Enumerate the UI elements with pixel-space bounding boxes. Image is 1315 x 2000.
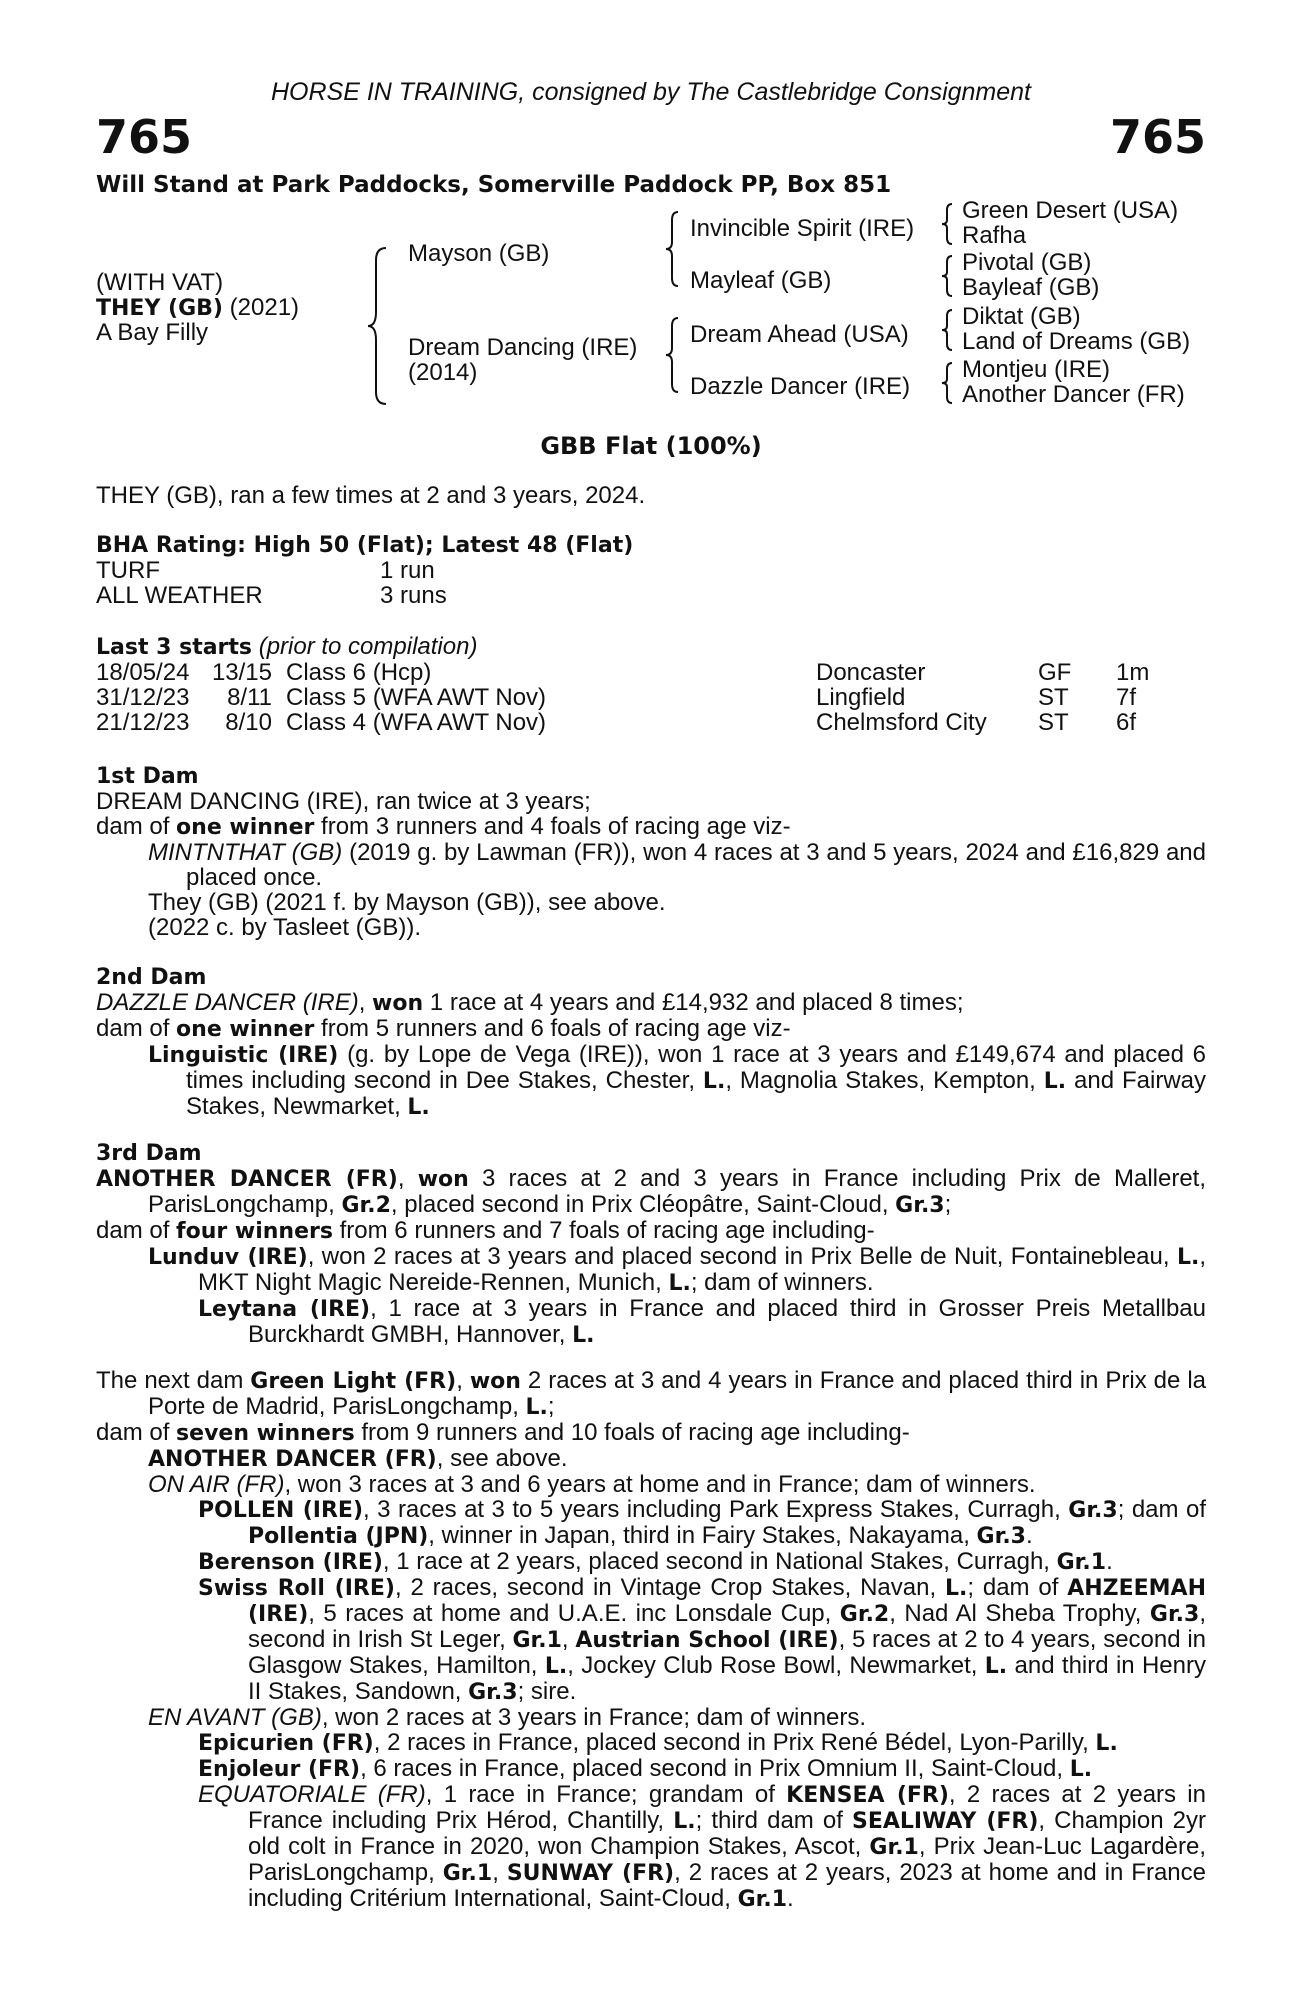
- lot-number-right: 765: [1109, 110, 1206, 164]
- third-dam-title: 3rd Dam: [96, 1141, 202, 1166]
- aw-value: 3 runs: [380, 582, 447, 609]
- en-avant-entry: EN AVANT (GB), won 2 races at 3 years in France; dam of winners.: [148, 1704, 867, 1731]
- third-dam-line2: dam of four winners from 6 runners and 7 foals of racing age including-: [96, 1217, 875, 1244]
- start-row: [96, 660, 1206, 685]
- start-race: Class 4 (WFA AWT Nov): [286, 709, 547, 736]
- leytana-entry: Leytana (IRE), 1 race at 3 years in France and placed third in Grosser Preis Metallbau Burckhardt GMBH, Hannover, L.: [198, 1295, 1207, 1348]
- dam-sire: Dream Ahead (USA): [690, 321, 909, 348]
- second-dam-title: 2nd Dam: [96, 965, 207, 990]
- dam-dam: Dazzle Dancer (IRE): [690, 373, 911, 400]
- starts-table: [96, 660, 1206, 735]
- sire-sire: Invincible Spirit (IRE): [690, 215, 915, 242]
- start-row: [96, 685, 1206, 710]
- dd-brace-icon: [940, 361, 954, 405]
- dds: Montjeu (IRE): [962, 356, 1111, 383]
- ds-brace-icon: [940, 308, 954, 352]
- third-dam-section: [96, 1141, 1206, 1348]
- lot-number-left: 765: [96, 110, 193, 164]
- start-date: 31/12/23: [96, 684, 190, 711]
- start-position: 8/10: [225, 709, 272, 736]
- start-going: ST: [1038, 684, 1069, 711]
- ss-brace-icon: [940, 202, 954, 246]
- consignment-header: HORSE IN TRAINING, consigned by The Castlebridge Consignment: [270, 78, 1032, 106]
- first-dam-title: 1st Dam: [96, 764, 199, 789]
- first-dam-line2: dam of one winner from 3 runners and 4 foals of racing age viz-: [96, 813, 791, 840]
- linguistic-entry: Linguistic (IRE) (g. by Lope de Vega (IRE)), won 1 race at 3 years and £149,674 and placed 6 times including second in Dee Stakes, Chester, L., Magnolia Stakes, Kempton, L. and Fairway Stakes, Newmarket, L.: [148, 1041, 1207, 1120]
- dsd: Land of Dreams (GB): [962, 328, 1191, 355]
- start-position: 8/11: [227, 684, 272, 711]
- swiss-roll-entry: Swiss Roll (IRE), 2 races, second in Vintage Crop Stakes, Navan, L.; dam of AHZEEMAH (IRE), 5 races at home and U.A.E. inc Lonsdale Cup, Gr.2, Nad Al Sheba Trophy, Gr.3, second in Irish St Leger, Gr.1, Austrian School (IRE), 5 races at 2 to 4 years, second in Glasgow Stakes, Hamilton, L., Jockey Club Rose Bowl, Newmarket, L. and third in Henry II Stakes, Sandown, Gr.3; sire.: [198, 1574, 1207, 1705]
- sire: Mayson (GB): [408, 240, 550, 267]
- enjoleur-entry: Enjoleur (FR), 6 races in France, placed second in Prix Omnium II, Saint-Cloud, L.: [198, 1755, 1093, 1782]
- start-distance: 7f: [1116, 684, 1137, 711]
- bha-rating-title: BHA Rating: High 50 (Flat); Latest 48 (Flat): [96, 533, 634, 558]
- start-date: 21/12/23: [96, 709, 190, 736]
- pedigree-table: [96, 198, 1206, 418]
- start-race: Class 5 (WFA AWT Nov): [286, 684, 547, 711]
- start-date: 18/05/24: [96, 659, 190, 686]
- next-dam-desc: The next dam Green Light (FR), won 2 races at 3 and 4 years in France and placed third in Prix de la Porte de Madrid, ParisLongchamp, L.;: [96, 1367, 1206, 1420]
- start-going: ST: [1038, 709, 1069, 736]
- equatoriale-entry: EQUATORIALE (FR), 1 race in France; grandam of KENSEA (FR), 2 races at 2 years in France including Prix Hérod, Chantilly, L.; third dam of SEALIWAY (FR), Champion 2yr old colt in France in 2020, won Champion Stakes, Ascot, Gr.1, Prix Jean-Luc Lagardère, ParisLongchamp, Gr.1, SUNWAY (FR), 2 races at 2 years, 2023 at home and in France including Critérium International, Saint-Cloud, Gr.1.: [198, 1781, 1207, 1912]
- mintnthat-entry: MINTNTHAT (GB) (2019 g. by Lawman (FR)), won 4 races at 3 and 5 years, 2024 and £16,829 and placed once.: [148, 839, 1206, 891]
- next-dam-line2: dam of seven winners from 9 runners and 10 foals of racing age including-: [96, 1419, 910, 1446]
- dam-year: (2014): [408, 359, 478, 386]
- horse-description: A Bay Filly: [96, 319, 209, 346]
- start-course: Lingfield: [816, 684, 906, 711]
- aw-label: ALL WEATHER: [96, 582, 263, 609]
- start-row: [96, 710, 1206, 735]
- sire-brace-icon: [664, 210, 680, 288]
- sss: Green Desert (USA): [962, 197, 1179, 224]
- first-dam-section: [96, 764, 1206, 940]
- turf-label: TURF: [96, 557, 160, 584]
- sdd: Bayleaf (GB): [962, 274, 1100, 301]
- ssd: Rafha: [962, 222, 1027, 249]
- colt-entry: (2022 c. by Tasleet (GB)).: [148, 914, 421, 941]
- start-race: Class 6 (Hcp): [286, 659, 432, 686]
- horse-year: (2021): [229, 294, 300, 321]
- berenson-entry: Berenson (IRE), 1 race at 2 years, placed second in National Stakes, Curragh, Gr.1.: [198, 1548, 1113, 1575]
- stand-location: Will Stand at Park Paddocks, Somerville Paddock PP, Box 851: [96, 172, 892, 198]
- third-dam-desc: ANOTHER DANCER (FR), won 3 races at 2 and 3 years in France including Prix de Malleret, ParisLongchamp, Gr.2, placed second in Prix Cléopâtre, Saint-Cloud, Gr.3;: [96, 1165, 1207, 1218]
- last-starts-note: (prior to compilation): [258, 633, 478, 660]
- bha-rating-section: [96, 533, 1206, 608]
- epicurien-entry: Epicurien (FR), 2 races in France, placed second in Prix René Bédel, Lyon-Parilly, L.: [198, 1729, 1118, 1756]
- sds: Pivotal (GB): [962, 249, 1092, 276]
- start-position: 13/15: [211, 659, 272, 686]
- sd-brace-icon: [940, 254, 954, 298]
- second-dam-line2: dam of one winner from 5 runners and 6 foals of racing age viz-: [96, 1015, 791, 1042]
- horse-name: THEY (GB): [96, 296, 223, 321]
- dss: Diktat (GB): [962, 303, 1081, 330]
- first-dam-line1: DREAM DANCING (IRE), ran twice at 3 years;: [96, 788, 591, 815]
- vat-label: (WITH VAT): [96, 269, 224, 296]
- start-distance: 1m: [1116, 659, 1150, 686]
- start-distance: 6f: [1116, 709, 1137, 736]
- horse-name-line: [96, 295, 299, 321]
- lunduv-entry: Lunduv (IRE), won 2 races at 3 years and placed second in Prix Belle de Nuit, Fontainebleau, L., MKT Night Magic Nereide-Rennen, Munich, L.; dam of winners.: [148, 1243, 1206, 1296]
- horse-summary: THEY (GB), ran a few times at 2 and 3 years, 2024.: [96, 482, 646, 509]
- gbb-rating: GBB Flat (100%): [540, 432, 762, 460]
- pollen-entry: POLLEN (IRE), 3 races at 3 to 5 years including Park Express Stakes, Curragh, Gr.3; dam of Pollentia (JPN), winner in Japan, third in Fairy Stakes, Nakayama, Gr.3.: [198, 1496, 1206, 1549]
- they-entry: They (GB) (2021 f. by Mayson (GB)), see above.: [148, 889, 666, 916]
- last-starts-section: [96, 634, 1206, 735]
- start-course: Doncaster: [816, 659, 926, 686]
- next-dam-section: [96, 1368, 1206, 1912]
- main-brace-icon: [366, 246, 390, 406]
- second-dam-section: [96, 965, 1206, 1120]
- start-course: Chelmsford City: [816, 709, 987, 736]
- second-dam-line1: DAZZLE DANCER (IRE), won 1 race at 4 years and £14,932 and placed 8 times;: [96, 989, 964, 1016]
- ddd: Another Dancer (FR): [962, 381, 1185, 408]
- turf-value: 1 run: [380, 557, 435, 584]
- dam-brace-icon: [664, 316, 680, 394]
- another-dancer-entry: ANOTHER DANCER (FR), see above.: [148, 1445, 568, 1472]
- start-going: GF: [1038, 659, 1072, 686]
- last-starts-title: Last 3 starts: [96, 635, 253, 660]
- dam: Dream Dancing (IRE): [408, 334, 638, 361]
- on-air-entry: ON AIR (FR), won 3 races at 3 and 6 years at home and in France; dam of winners.: [148, 1471, 1036, 1498]
- sire-dam: Mayleaf (GB): [690, 267, 832, 294]
